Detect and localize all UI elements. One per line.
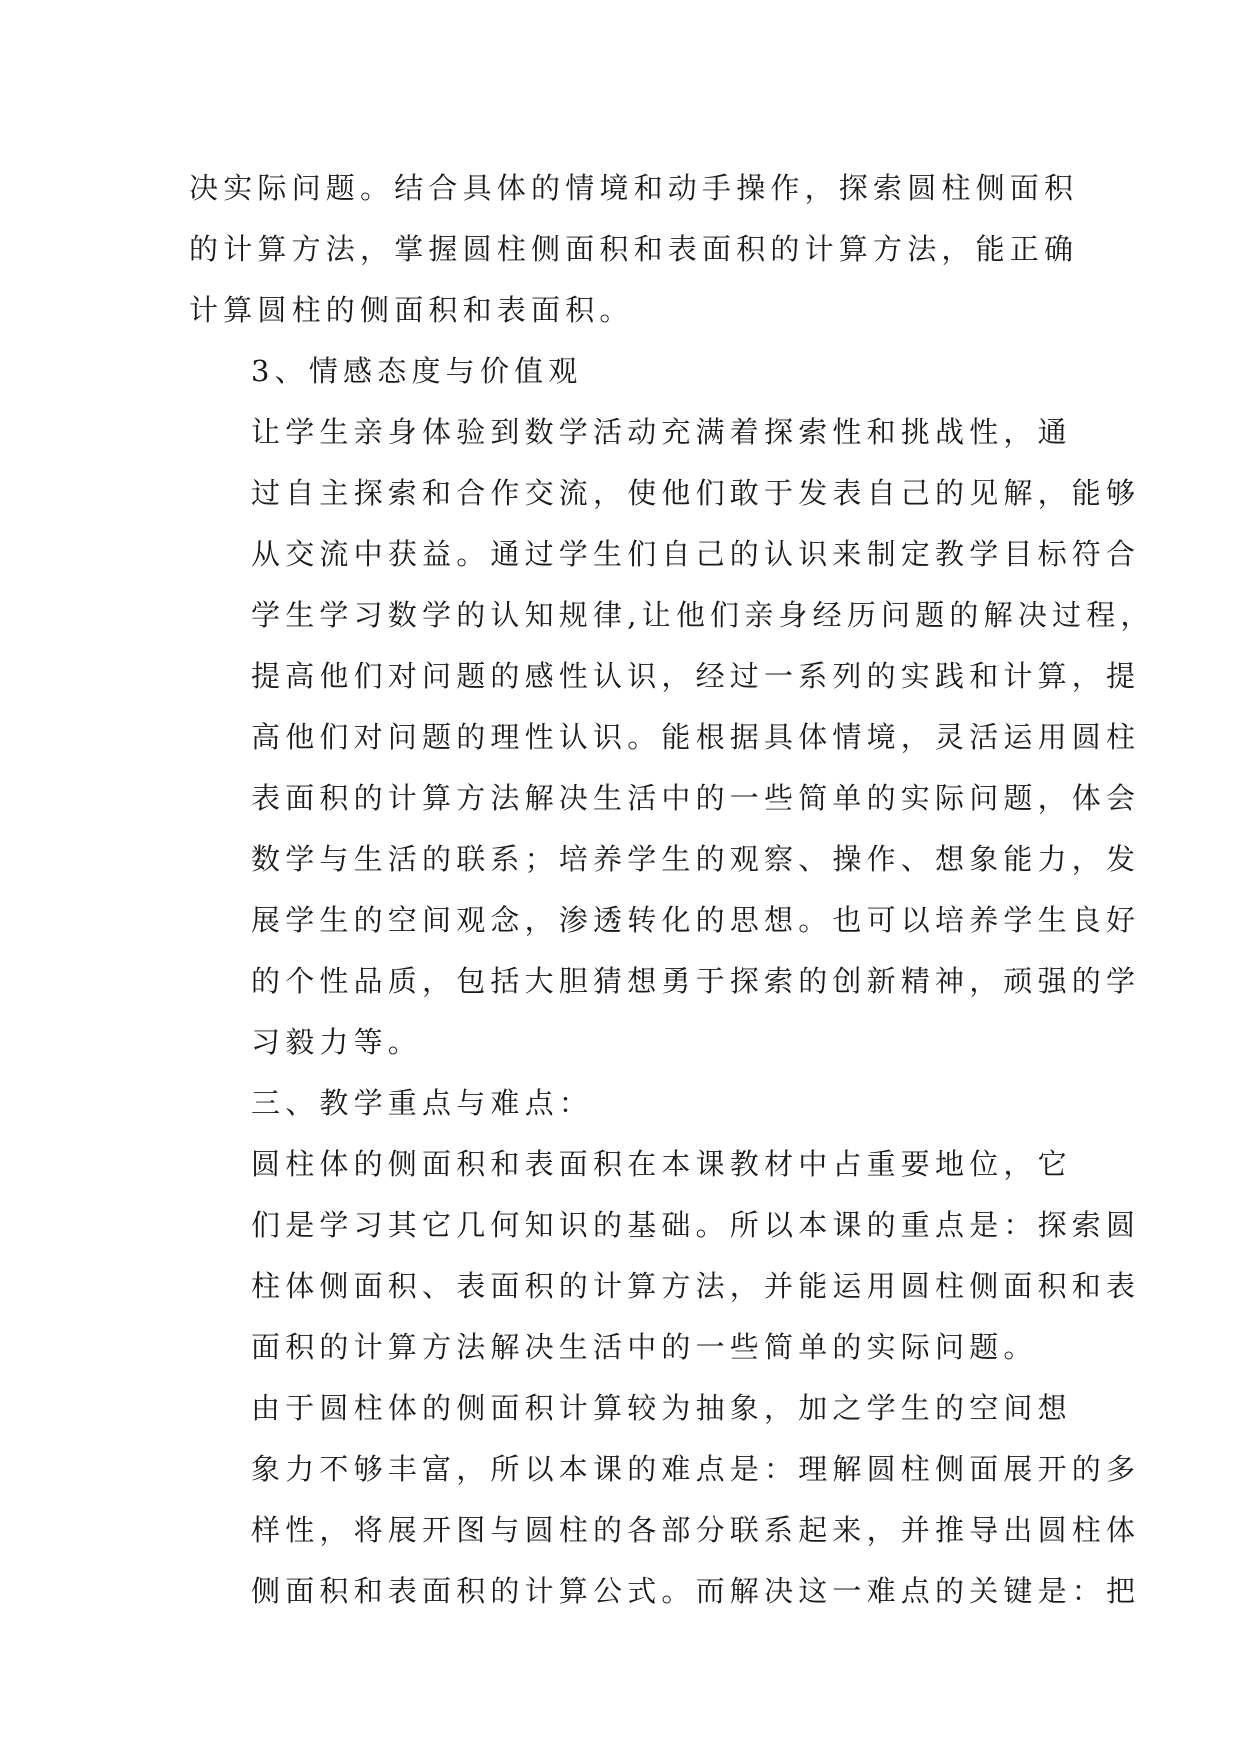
text-line: 的个性品质，包括大胆猜想勇于探索的创新精神，顽强的学: [251, 964, 1141, 998]
text-line: 柱体侧面积、表面积的计算方法，并能运用圆柱侧面积和表: [251, 1269, 1141, 1303]
text-line: 三、教学重点与难点：: [251, 1086, 594, 1120]
section-heading-key-points-difficulties: [189, 1073, 1059, 1134]
text-line: 侧面积和表面积的计算公式。而解决这一难点的关键是：把: [251, 1574, 1141, 1608]
text-line: 决实际问题。结合具体的情境和动手操作，探索圆柱侧面积: [189, 171, 1079, 205]
text-line: 数学与生活的联系；培养学生的观察、操作、想象能力，发: [251, 842, 1141, 876]
paragraph-difficulties: [189, 1378, 1141, 1622]
document-body: [189, 158, 1155, 1622]
text-line: 样性，将展开图与圆柱的各部分联系起来，并推导出圆柱体: [251, 1513, 1141, 1547]
text-line: 计算圆柱的侧面积和表面积。: [189, 293, 634, 327]
text-line: 表面积的计算方法解决生活中的一些简单的实际问题，体会: [251, 781, 1141, 815]
text-line: 面积的计算方法解决生活中的一些简单的实际问题。: [251, 1330, 1038, 1364]
text-line: 高他们对问题的理性认识。能根据具体情境，灵活运用圆柱: [251, 720, 1141, 754]
text-line: 习毅力等。: [251, 1025, 423, 1059]
text-line: 的计算方法，掌握圆柱侧面积和表面积的计算方法，能正确: [189, 232, 1079, 266]
text-line: 展学生的空间观念，渗透转化的思想。也可以培养学生良好: [251, 903, 1141, 937]
text-line: 象力不够丰富，所以本课的难点是：理解圆柱侧面展开的多: [251, 1452, 1141, 1486]
paragraph-key-points: [189, 1134, 1141, 1378]
section-heading-emotion-attitude-values: [189, 341, 1059, 402]
text-line: 圆柱体的侧面积和表面积在本课教材中占重要地位，它: [251, 1147, 1072, 1181]
text-line: 提高他们对问题的感性认识，经过一系列的实践和计算，提: [251, 659, 1141, 693]
paragraph-objective-continued: [189, 158, 1079, 341]
text-line: 从交流中获益。通过学生们自己的认识来制定教学目标符合: [251, 537, 1141, 571]
text-line: 3、情感态度与价值观: [251, 354, 583, 388]
paragraph-emotion-attitude-values: [189, 402, 1155, 1073]
text-line: 学生学习数学的认知规律,让他们亲身经历问题的解决过程，: [251, 598, 1155, 632]
text-line: 让学生亲身体验到数学活动充满着探索性和挑战性，通: [251, 415, 1072, 449]
text-line: 由于圆柱体的侧面积计算较为抽象，加之学生的空间想: [251, 1391, 1072, 1425]
text-line: 们是学习其它几何知识的基础。所以本课的重点是：探索圆: [251, 1208, 1141, 1242]
text-line: 过自主探索和合作交流，使他们敢于发表自己的见解，能够: [251, 476, 1141, 510]
